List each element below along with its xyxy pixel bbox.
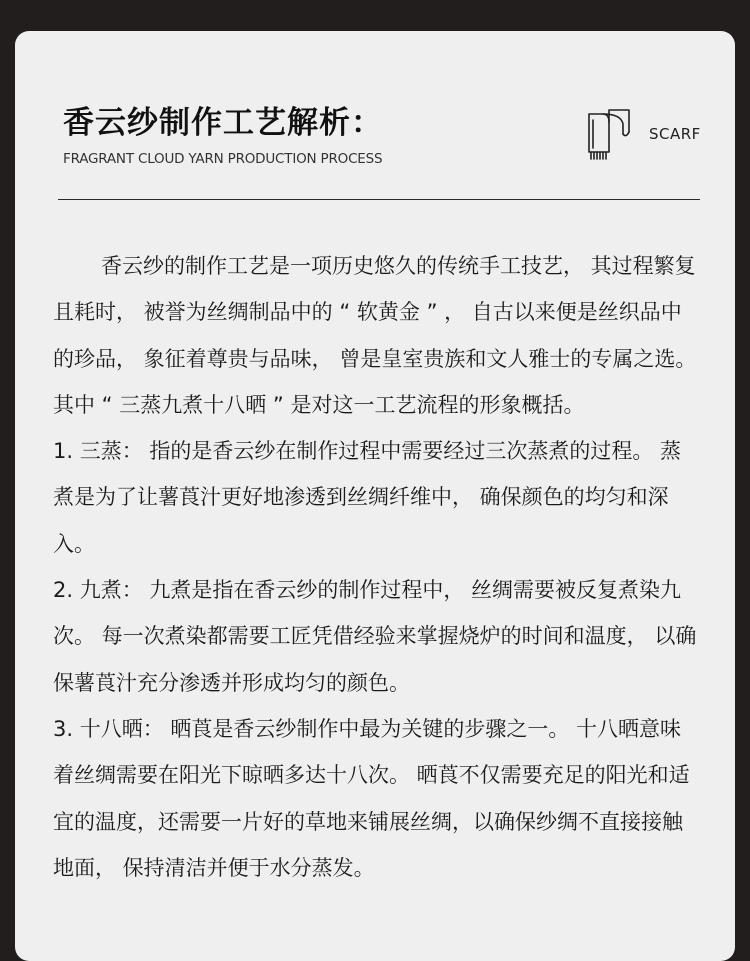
page-subtitle: FRAGRANT CLOUD YARN PRODUCTION PROCESS bbox=[63, 151, 383, 167]
step-three-steams: 1. 三蒸： 指的是香云纱在制作过程中需要经过三次蒸煮的过程。 蒸煮是为了让薯莨汁更好地渗透到丝绸纤维中， 确保颜色的均匀和深入。 bbox=[53, 439, 682, 556]
content-card bbox=[15, 31, 735, 961]
step-nine-boils: 2. 九煮： 九煮是指在香云纱的制作过程中， 丝绸需要被反复煮染九次。 每一次煮染都需要工匠凭借经验来掌握烧炉的时间和温度， 以确保薯莨汁充分渗透并形成均匀的颜色。 bbox=[53, 578, 697, 695]
article-body bbox=[53, 243, 701, 891]
intro-paragraph: 香云纱的制作工艺是一项历史悠久的传统手工技艺， 其过程繁复且耗时， 被誉为丝绸制品中的 “ 软黄金 ” ， 自古以来便是丝织品中的珍品， 象征着尊贵与品味， 曾是皇室贵族和文人雅士的专属之选。 其中 “ 三蒸九煮十八晒 ” 是对这一工艺流程的形象概括。 bbox=[53, 254, 697, 417]
scarf-icon bbox=[583, 106, 635, 162]
page-title: 香云纱制作工艺解析： bbox=[63, 105, 383, 141]
scarf-label: SCARF bbox=[649, 125, 701, 143]
header-divider bbox=[58, 199, 700, 200]
step-eighteen-suns: 3. 十八晒： 晒莨是香云纱制作中最为关键的步骤之一。 十八晒意味着丝绸需要在阳光下晾晒多达十八次。 晒莨不仅需要充足的阳光和适宜的温度，还需要一片好的草地来铺展丝绸，以确保纱绸不直接接触地面， 保持清洁并便于水分蒸发。 bbox=[53, 716, 690, 880]
